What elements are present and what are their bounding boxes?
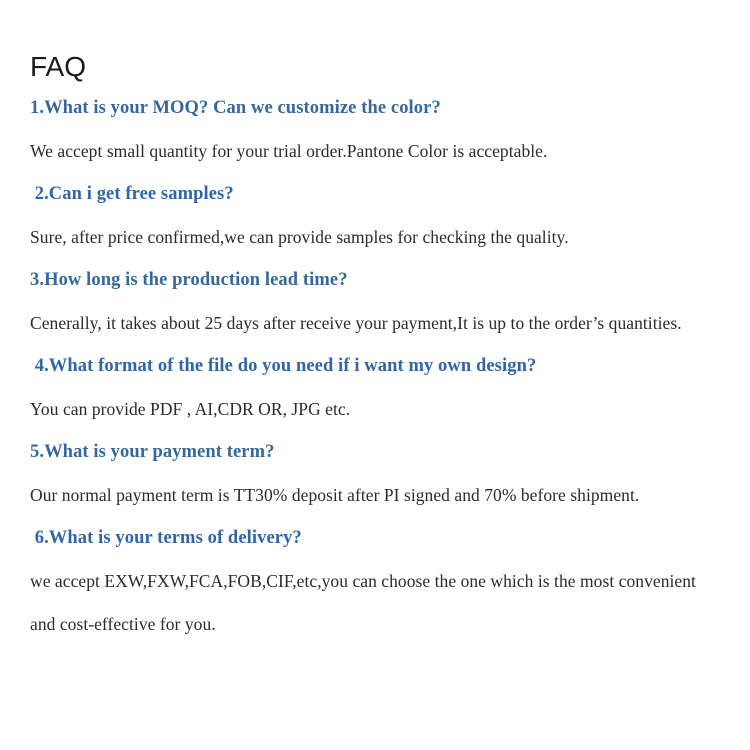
faq-answer-4 [30,397,730,421]
faq-question-2: 2.Can i get free samples? [30,184,234,204]
faq-answer-2 [30,225,730,249]
answer-line: we accept EXW,FXW,FCA,FOB,CIF,etc,you can choose the one which is the most convenient [30,571,696,591]
faq-entry [0,526,750,636]
faq-entry [0,268,750,354]
faq-answer-1 [30,139,730,163]
page-title: FAQ [30,51,87,82]
answer-line: Cenerally, it takes about 25 days after receive your payment,It is up to the order’s quantities. [30,313,682,333]
faq-question-6: 6.What is your terms of delivery? [30,528,302,548]
faq-list [0,96,750,636]
faq-question-3: 3.How long is the production lead time? [30,270,348,290]
spacer [0,120,750,139]
spacer [0,206,750,225]
spacer [0,550,750,569]
faq-entry [0,96,750,182]
answer-line: Our normal payment term is TT30% deposit after PI signed and 70% before shipment. [30,485,640,505]
answer-line: You can provide PDF , AI,CDR OR, JPG etc. [30,399,351,419]
spacer [0,464,750,483]
answer-line: and cost-effective for you. [30,614,216,634]
spacer [0,163,750,182]
spacer [0,507,750,526]
spacer [0,335,750,354]
answer-line: Sure, after price confirmed,we can provide samples for checking the quality. [30,227,569,247]
faq-question-1: 1.What is your MOQ? Can we customize the color? [30,98,441,118]
faq-entry [0,182,750,268]
answer-line: We accept small quantity for your trial order.Pantone Color is acceptable. [30,141,548,161]
faq-entry [0,354,750,440]
faq-entry [0,440,750,526]
spacer [0,378,750,397]
faq-answer-6 [30,569,730,636]
spacer [0,249,750,268]
faq-question-4: 4.What format of the file do you need if i want my own design? [30,356,537,376]
faq-answer-3 [30,311,730,335]
faq-question-5: 5.What is your payment term? [30,442,275,462]
spacer [0,421,750,440]
faq-answer-5 [30,483,730,507]
spacer [30,593,730,612]
spacer [0,292,750,311]
